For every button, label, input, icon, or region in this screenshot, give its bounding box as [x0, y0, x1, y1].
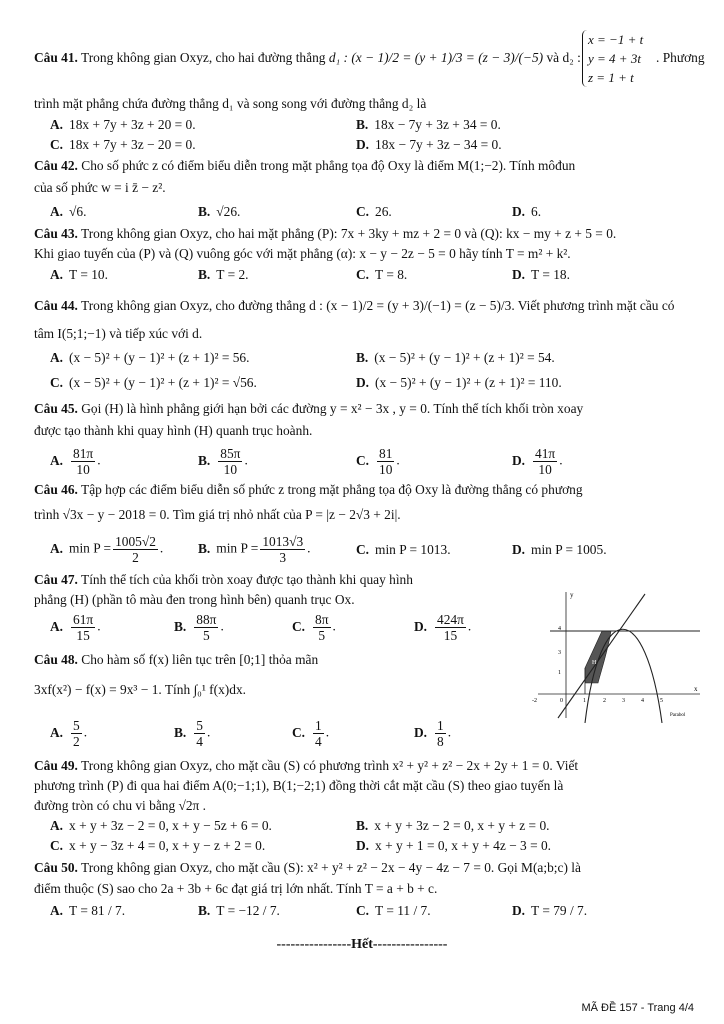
- q41-options-row2: [34, 137, 698, 157]
- q49-options-row1: [34, 818, 698, 838]
- q45-stem-line2: được tạo thành khi quay hình (H) quanh trục hoành.: [34, 423, 313, 438]
- q41-stem-line2: trình mặt phẳng chứa đường thẳng d₁ và song song với đường thẳng d₂ là: [34, 96, 427, 111]
- q46-stem-line1: Câu 46. Tập hợp các điểm biểu diễn số phức z trong mặt phẳng tọa độ Oxy là đường thẳng có phương: [34, 482, 583, 497]
- q41-d2-line3: z = 1 + t: [588, 70, 634, 85]
- q45-option-b[interactable]: B. $\frac{85\pi}{10}$ .: [198, 446, 248, 477]
- q47-stem-line1: Câu 47. Tính thể tích của khối tròn xoay được tạo thành khi quay hình: [34, 572, 413, 587]
- q49-option-d[interactable]: D. x + y + 1 = 0, x + y + 4z − 3 = 0.: [356, 838, 552, 853]
- q44-options-row1: [34, 350, 698, 370]
- q47-option-d[interactable]: D. $\frac{424\pi}{15}$ .: [414, 612, 472, 643]
- q41-option-a[interactable]: A. 18x + 7y + 3z + 20 = 0.: [50, 117, 196, 132]
- q46-option-d[interactable]: D. min P = 1005.: [512, 542, 607, 557]
- q47-option-a[interactable]: A. $\frac{61\pi}{15}$ .: [50, 612, 101, 643]
- q43-options: [34, 267, 698, 287]
- q44-stem-line2: tâm I(5;1;−1) và tiếp xúc với d.: [34, 326, 203, 341]
- q44-option-d[interactable]: D. (x − 5)² + (y − 1)² + (z + 1)² = 110.: [356, 375, 562, 390]
- q41-d2-line1: x = −1 + t: [588, 32, 644, 47]
- q48-option-d[interactable]: D. $\frac{1}{8}$ .: [414, 718, 452, 749]
- q42-options: [34, 204, 698, 224]
- q44-option-c[interactable]: C. (x − 5)² + (y − 1)² + (z + 1)² = √56.: [50, 375, 257, 390]
- q48-stem-line1: Câu 48. Cho hàm số f(x) liên tục trên [0;1] thỏa mãn: [34, 652, 319, 667]
- q43-stem-line1: Câu 43. Trong không gian Oxyz, cho hai mặt phẳng (P): 7x + 3ky + mz + 2 = 0 và (Q): kx − my + z + 5 = 0.: [34, 226, 617, 241]
- q49-option-c[interactable]: C. x + y − 3z + 4 = 0, x + y − z + 2 = 0.: [50, 838, 266, 853]
- q41-stem-line1: [34, 30, 705, 90]
- q47-options: [34, 612, 514, 648]
- q46-stem-line2: trình √3x − y − 2018 = 0. Tìm giá trị nhỏ nhất của P = |z − 2√3 + 2i|.: [34, 507, 401, 522]
- y-tick-3: 3: [558, 650, 561, 656]
- q50-stem-line1: Câu 50. Trong không gian Oxyz, cho mặt cầu (S): x² + y² + z² − 2x − 4y − 4z − 7 = 0. Gọi M(a;b;c) là: [34, 860, 581, 875]
- q41-options-row1: [34, 117, 698, 137]
- q42-option-a[interactable]: A. √6.: [50, 204, 87, 219]
- q50-option-a[interactable]: A. T = 81 / 7.: [50, 903, 126, 918]
- q42-option-d[interactable]: D. 6.: [512, 204, 542, 219]
- q47-stem-line2: phẳng (H) (phần tô màu đen trong hình bên) quanh trục Ox.: [34, 592, 355, 607]
- q41-d1: d₁ : (x − 1)/2 = (y + 1)/3 = (z − 3)/(−5): [328, 50, 544, 65]
- q50-option-c[interactable]: C. T = 11 / 7.: [356, 903, 431, 918]
- q45-option-a[interactable]: A. $\frac{81\pi}{10}$ .: [50, 446, 101, 477]
- x-tick-1: 1: [583, 698, 586, 704]
- q41-number: Câu 41.: [34, 50, 78, 65]
- q48-stem-line2: 3xf(x²) − f(x) = 9x³ − 1. Tính ∫₀¹ f(x)dx.: [34, 682, 246, 697]
- end-marker: ----------------Hết----------------: [276, 937, 448, 952]
- q45-options: [34, 446, 698, 482]
- q41-option-b[interactable]: B. 18x − 7y + 3z + 34 = 0.: [356, 117, 501, 132]
- q42-stem-line2: của số phức w = i z̄ − z².: [34, 180, 166, 195]
- x-tick-3: 3: [622, 698, 625, 704]
- q49-option-a[interactable]: A. x + y + 3z − 2 = 0, x + y − 5z + 6 = 0.: [50, 818, 272, 833]
- y-tick-1: 1: [558, 670, 561, 676]
- q45-option-c[interactable]: C. $\frac{81}{10}$ .: [356, 446, 400, 477]
- q47-option-b[interactable]: B. $\frac{88\pi}{5}$ .: [174, 612, 224, 643]
- parabola-label: Parabol: [670, 713, 686, 718]
- page-footer: MÃ ĐỀ 157 - Trang 4/4: [581, 1002, 694, 1014]
- graph-x-label: x: [694, 685, 698, 693]
- q41-option-d[interactable]: D. 18x − 7y + 3z − 34 = 0.: [356, 137, 502, 152]
- x-tick-2: 2: [603, 698, 606, 704]
- q49-option-b[interactable]: B. x + y + 3z − 2 = 0, x + y + z = 0.: [356, 818, 550, 833]
- q43-option-d[interactable]: D. T = 18.: [512, 267, 570, 282]
- q43-option-c[interactable]: C. T = 8.: [356, 267, 408, 282]
- graph-region-label: H: [592, 660, 597, 666]
- y-tick-4: 4: [558, 626, 561, 632]
- q49-stem-line2: phương trình (P) đi qua hai điểm A(0;−1;1), B(1;−2;1) đồng thời cắt mặt cầu (S) theo giao tuyến là: [34, 778, 564, 793]
- q41-tail: . Phương: [656, 50, 705, 65]
- q42-stem-line1: Câu 42. Cho số phức z có điểm biểu diễn trong mặt phẳng tọa độ Oxy là điểm M(1;−2). Tính môđun: [34, 158, 576, 173]
- q49-stem-line3: đường tròn có chu vi bằng √2π .: [34, 798, 206, 813]
- q49-options-row2: [34, 838, 698, 858]
- q41-option-c[interactable]: C. 18x + 7y + 3z − 20 = 0.: [50, 137, 196, 152]
- q44-option-a[interactable]: A. (x − 5)² + (y − 1)² + (z + 1)² = 56.: [50, 350, 250, 365]
- q50-options: [34, 903, 698, 923]
- q48-option-c[interactable]: C. $\frac{1}{4}$ .: [292, 718, 330, 749]
- q43-option-a[interactable]: A. T = 10.: [50, 267, 108, 282]
- q50-option-d[interactable]: D. T = 79 / 7.: [512, 903, 588, 918]
- x-tick-neg2: -2: [532, 698, 537, 704]
- q46-option-b[interactable]: B. min P = $\frac{1013√3}{3}$ .: [198, 534, 311, 565]
- q41-d2-line2: y = 4 + 3t: [588, 51, 641, 66]
- q44-option-b[interactable]: B. (x − 5)² + (y − 1)² + (z + 1)² = 54.: [356, 350, 555, 365]
- q48-option-b[interactable]: B. $\frac{5}{4}$ .: [174, 718, 211, 749]
- x-tick-5: 5: [660, 698, 663, 704]
- q46-option-c[interactable]: C. min P = 1013.: [356, 542, 451, 557]
- x-tick-4: 4: [641, 698, 644, 704]
- q50-option-b[interactable]: B. T = −12 / 7.: [198, 903, 280, 918]
- graph-origin: 0: [560, 698, 563, 704]
- q50-stem-line2: điểm thuộc (S) sao cho 2a + 3b + 6c đạt giá trị lớn nhất. Tính T = a + b + c.: [34, 881, 438, 896]
- q48-option-a[interactable]: A. $\frac{5}{2}$ .: [50, 718, 88, 749]
- q46-options: [34, 534, 698, 570]
- q47-option-c[interactable]: C. $\frac{8\pi}{5}$ .: [292, 612, 336, 643]
- q48-options: [34, 718, 514, 754]
- q41-d2-system: [582, 30, 643, 87]
- q44-options-row2: [34, 375, 698, 395]
- q43-option-b[interactable]: B. T = 2.: [198, 267, 249, 282]
- q46-option-a[interactable]: A. min P = $\frac{1005√2}{2}$ .: [50, 534, 164, 565]
- q42-option-b[interactable]: B. √26.: [198, 204, 241, 219]
- q45-option-d[interactable]: D. $\frac{41\pi}{10}$ .: [512, 446, 563, 477]
- q42-option-c[interactable]: C. 26.: [356, 204, 392, 219]
- graph-y-label: y: [570, 591, 574, 599]
- q41-stem-a: Trong không gian Oxyz, cho hai đường thẳng: [81, 50, 326, 65]
- q44-stem-line1: Câu 44. Trong không gian Oxyz, cho đường thẳng d : (x − 1)/2 = (y + 3)/(−1) = (z − 5)/3. Viết phương trình mặt cầu có: [34, 298, 675, 313]
- q49-stem-line1: Câu 49. Trong không gian Oxyz, cho mặt cầu (S) có phương trình x² + y² + z² − 2x + 2y + 1 = 0. Viết: [34, 758, 579, 773]
- q43-stem-line2: Khi giao tuyến của (P) và (Q) vuông góc với mặt phẳng (α): x − y − 2z − 5 = 0 hãy tính T = m² + k².: [34, 246, 571, 261]
- q45-stem-line1: Câu 45. Gọi (H) là hình phẳng giới hạn bởi các đường y = x² − 3x , y = 0. Tính thể tích khối tròn xoay: [34, 401, 584, 416]
- q41-and: và d₂ :: [546, 50, 581, 65]
